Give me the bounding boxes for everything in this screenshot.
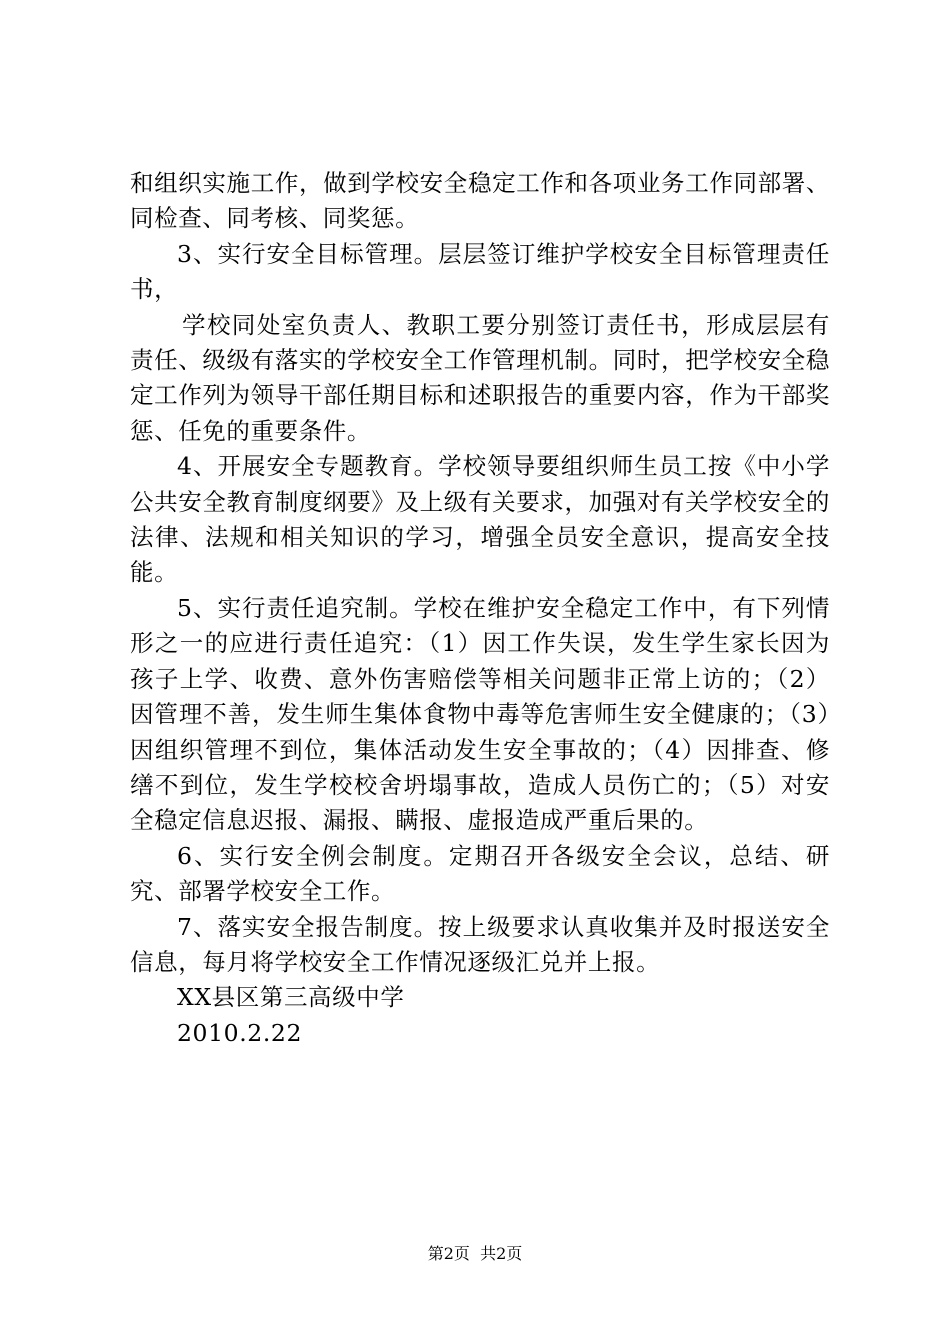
paragraph-item-7: 7、落实安全报告制度。按上级要求认真收集并及时报送安全信息，每月将学校安全工作情况逐级汇兑并上报。 xyxy=(130,912,830,976)
paragraph-item-5: 5、实行责任追究制。学校在维护安全稳定工作中，有下列情形之一的应进行责任追究：（1）因工作失误，发生学生家长因为孩子上学、收费、意外伤害赔偿等相关问题非正常上访的；（2）因管理不善，发生师生集体食物中毒等危害师生安全健康的；（3）因组织管理不到位，集体活动发生安全事故的；（4）因排查、修缮不到位，发生学校校舍坍塌事故，造成人员伤亡的；（5）对安全稳定信息迟报、漏报、瞒报、虚报造成严重后果的。 xyxy=(130,593,830,835)
paragraph-item-6: 6、实行安全例会制度。定期召开各级安全会议，总结、研究、部署学校安全工作。 xyxy=(130,841,830,906)
document-body xyxy=(130,166,830,1051)
paragraph-item-3: 3、实行安全目标管理。层层签订维护学校安全目标管理责任书， xyxy=(130,239,830,304)
signature-date: 2010.2.22 xyxy=(177,1018,302,1047)
page-number-label: 第2页 共2页 xyxy=(427,1244,523,1263)
paragraph-responsibility: 学校同处室负责人、教职工要分别签订责任书，形成层层有责任、级级有落实的学校安全工作管理机制。同时，把学校安全稳定工作列为领导干部任期目标和述职报告的重要内容，作为干部奖惩、任免的重要条件。 xyxy=(130,310,830,445)
paragraph-item-4: 4、开展安全专题教育。学校领导要组织师生员工按《中小学公共安全教育制度纲要》及上级有关要求，加强对有关学校安全的法律、法规和相关知识的学习，增强全员安全意识，提高安全技能。 xyxy=(130,452,830,587)
paragraph-continuation: 和组织实施工作，做到学校安全稳定工作和各项业务工作同部署、同检查、同考核、同奖惩。 xyxy=(130,169,830,233)
page-footer xyxy=(0,1244,950,1264)
signature-organization: XX县区第三高级中学 xyxy=(177,983,405,1012)
